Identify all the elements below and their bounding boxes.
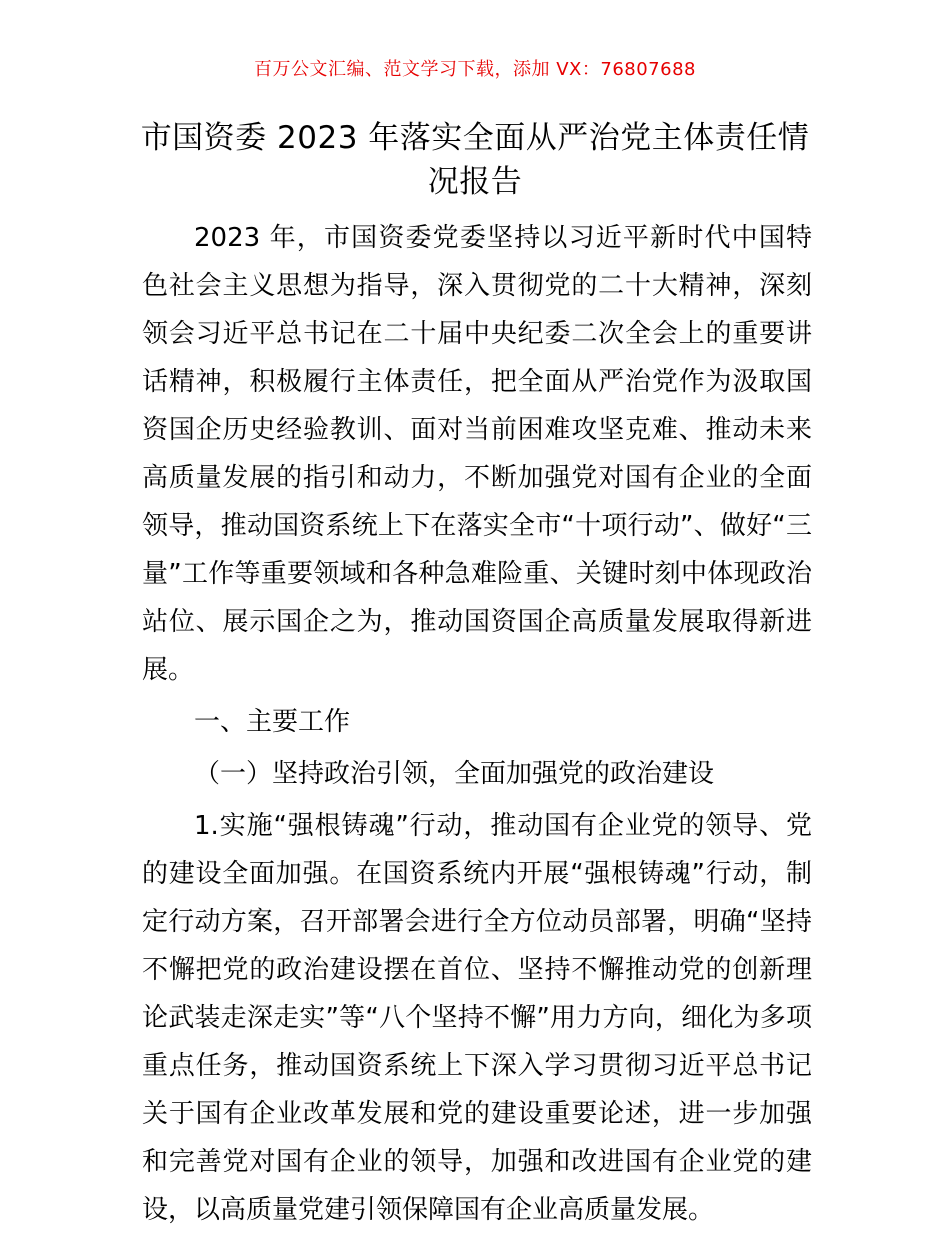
title-line-1: 市国资委 2023 年落实全面从严治党主体责任情 [140, 120, 810, 156]
intro-paragraph: 2023 年，市国资委党委坚持以习近平新时代中国特色社会主义思想为指导，深入贯彻党的二十大精神，深刻领会习近平总书记在二十届中央纪委二次全会上的重要讲话精神，积极履行主体责任，把全面从严治党作为汲取国资国企历史经验教训、面对当前困难攻坚克难、推动未来高质量发展的指引和动力，不断加强党对国有企业的全面领导，推动国资系统上下在落实全市“十项行动”、做好“三量”工作等重要领域和各种急难险重、关键时刻中体现政治站位、展示国企之为，推动国资国企高质量发展取得新进展。 [142, 223, 812, 685]
title-line-2: 况报告 [427, 164, 523, 200]
subsection-heading-1: （一）坚持政治引领，全面加强党的政治建设 [194, 759, 715, 789]
document-title [140, 116, 810, 204]
document-body [142, 214, 812, 1234]
section-heading-1: 一、主要工作 [194, 707, 351, 737]
item-paragraph-1: 1.实施“强根铸魂”行动，推动国有企业党的领导、党的建设全面加强。在国资系统内开展“强根铸魂”行动，制定行动方案，召开部署会进行全方位动员部署，明确“坚持不懈把党的政治建设摆在首位、坚持不懈推动党的创新理论武装走深走实”等“八个坚持不懈”用力方向，细化为多项重点任务，推动国资系统上下深入学习贯彻习近平总书记关于国有企业改革发展和党的建设重要论述，进一步加强和完善党对国有企业的领导，加强和改进国有企业党的建设，以高质量党建引领保障国有企业高质量发展。 [142, 811, 812, 1225]
watermark-banner: 百万公文汇编、范文学习下载，添加 VX：76807688 [254, 59, 696, 80]
